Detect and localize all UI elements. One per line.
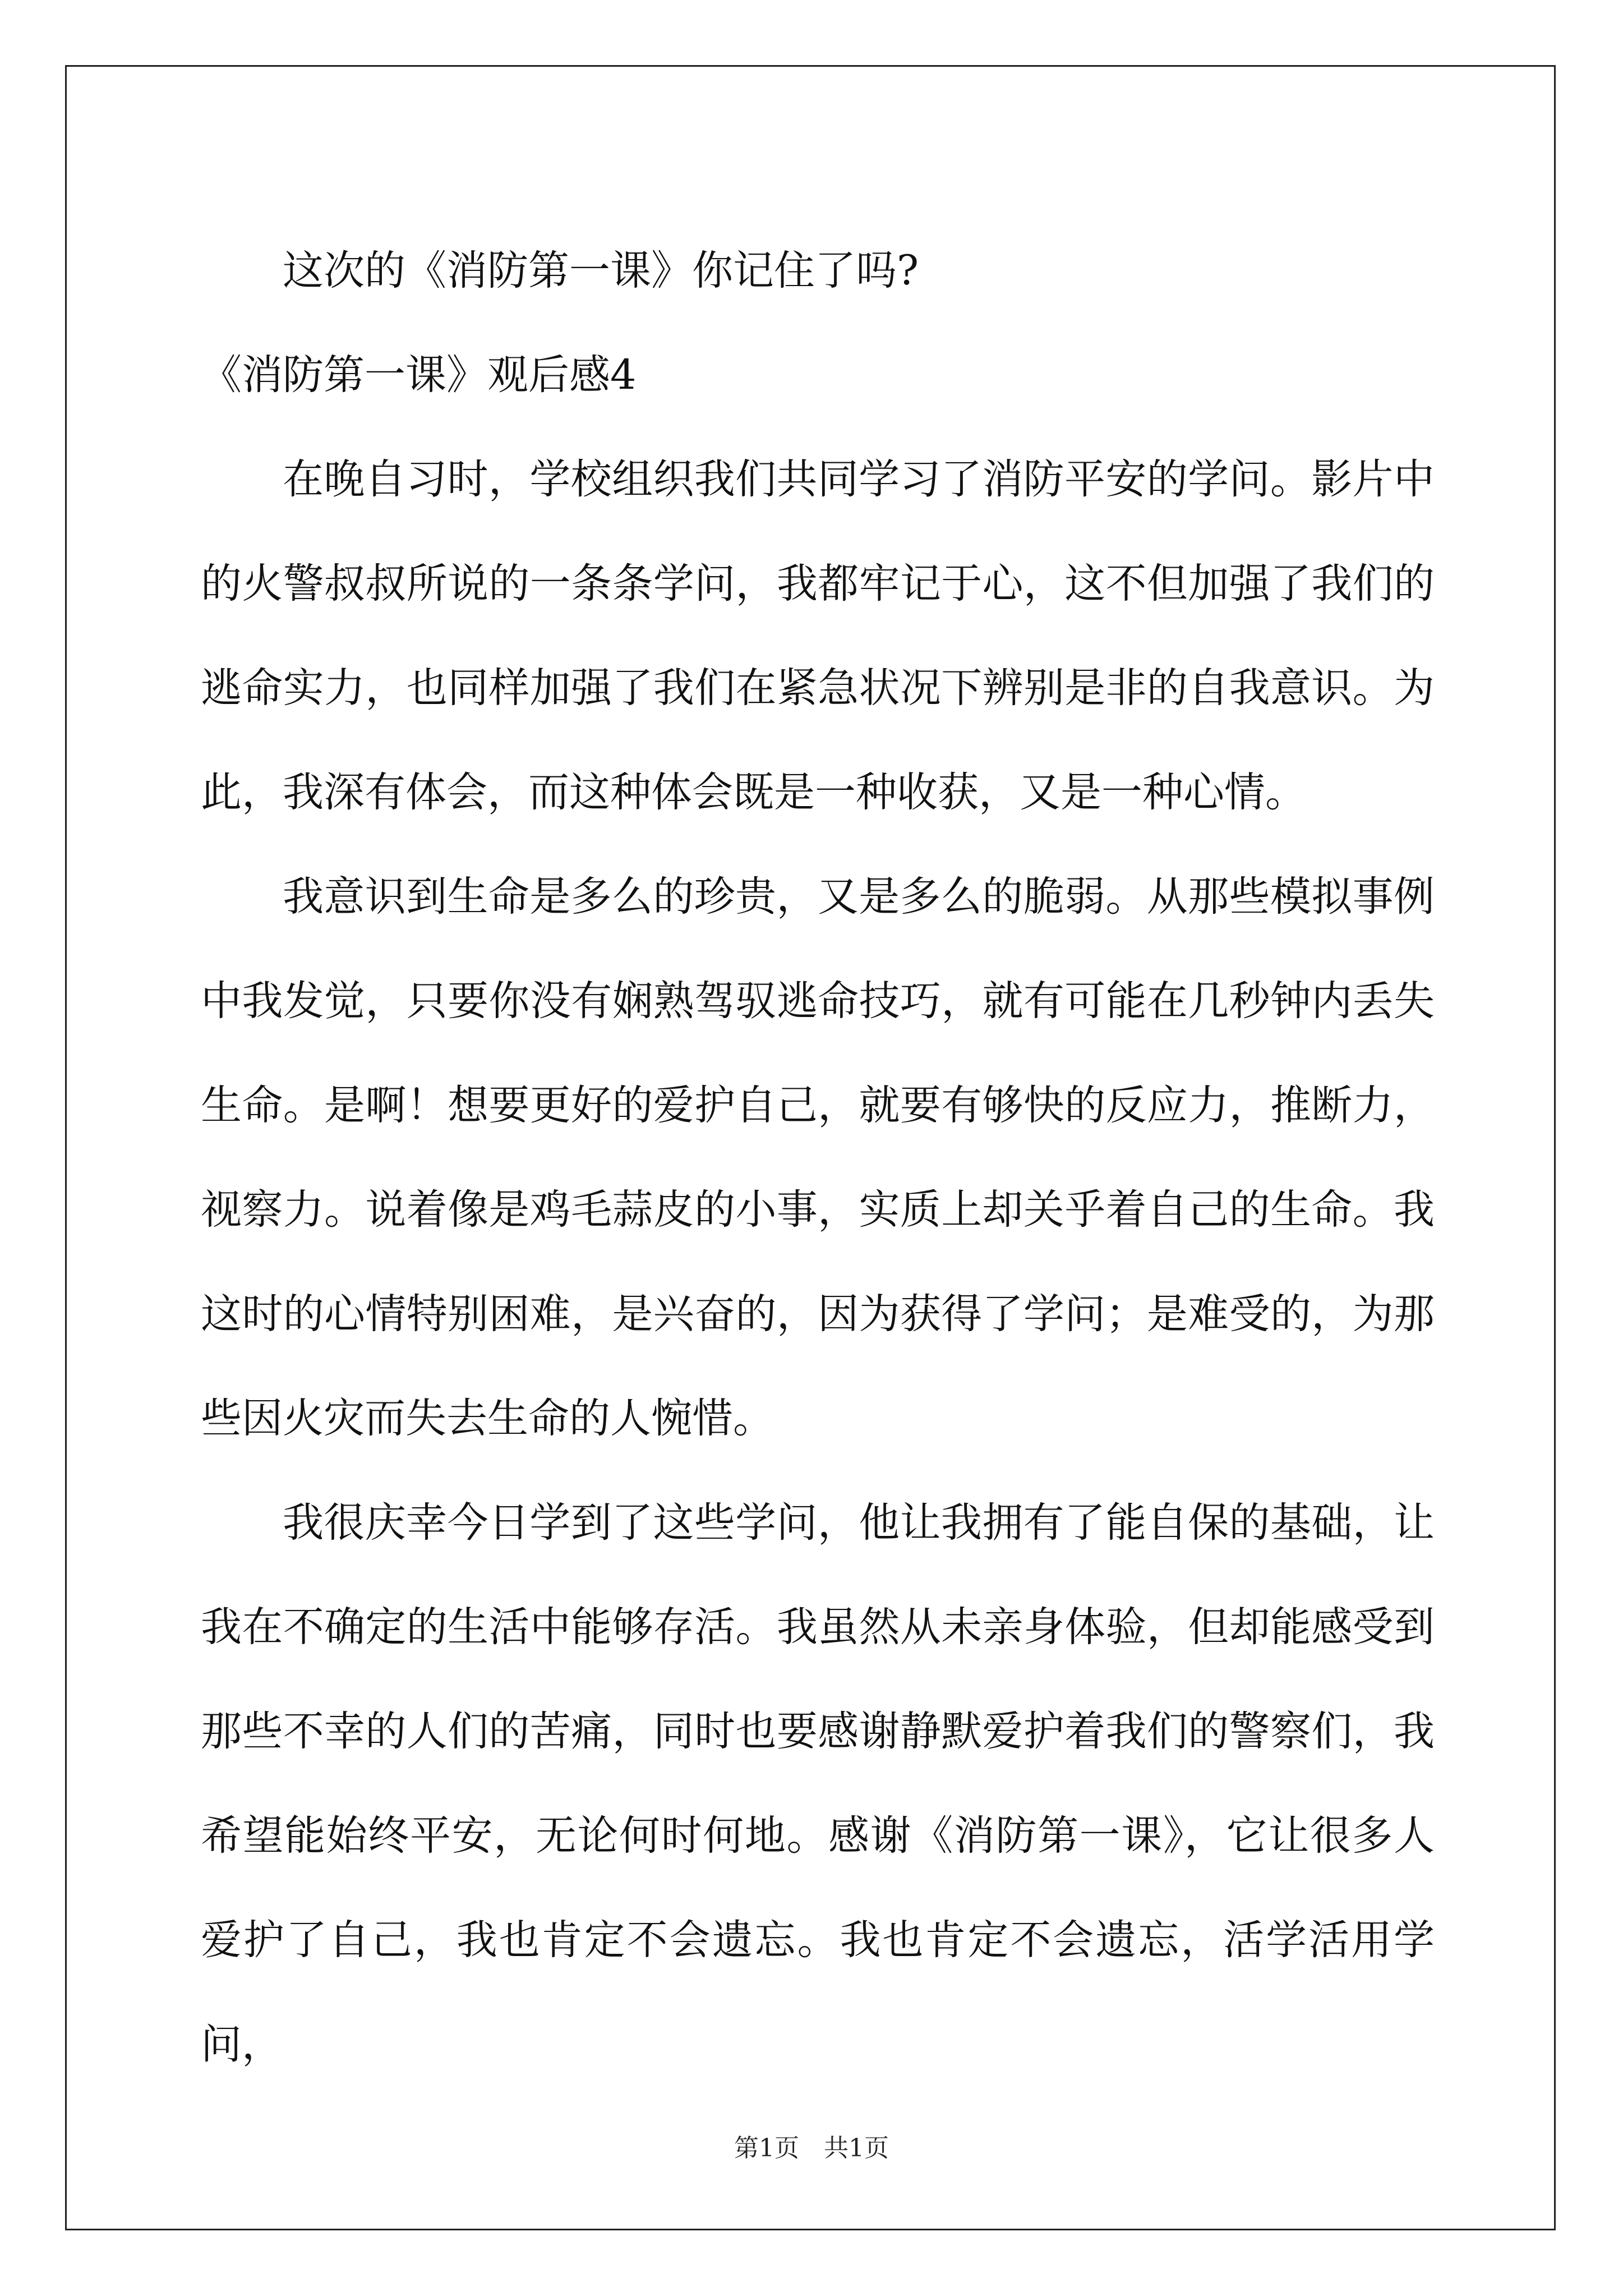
paragraph-3: 我很庆幸今日学到了这些学问，他让我拥有了能自保的基础，让我在不确定的生活中能够存活。我虽然从未亲身体验，但却能感受到那些不幸的人们的苦痛，同时也要感谢静默爱护着我们的警察们，我希望能始终平安，无论何时何地。感谢《消防第一课》，它让很多人爱护了自己，我也肯定不会遗忘。我也肯定不会遗忘，活学活用学问， (201, 1499, 1435, 2068)
paragraph-1: 在晚自习时，学校组织我们共同学习了消防平安的学问。影片中的火警叔叔所说的一条条学问，我都牢记于心，这不但加强了我们的逃命实力，也同样加强了我们在紧急状况下辨别是非的自我意识。为此，我深有体会，而这种体会既是一种收获，又是一种心情。 (201, 455, 1435, 816)
essay-heading: 《消防第一课》观后感4 (201, 351, 637, 399)
paragraph-2: 我意识到生命是多么的珍贵，又是多么的脆弱。从那些模拟事例中我发觉，只要你没有娴熟驾驭逃命技巧，就有可能在几秒钟内丢失生命。是啊！想要更好的爱护自己，就要有够快的反应力，推断力，视察力。说着像是鸡毛蒜皮的小事，实质上却关乎着自己的生命。我这时的心情特别困难，是兴奋的，因为获得了学问；是难受的，为那些因火灾而失去生命的人惋惜。 (201, 873, 1435, 1442)
intro-line: 这次的《消防第一课》你记住了吗? (283, 247, 919, 295)
document-body (201, 219, 1435, 2097)
page-footer: 第1页 共1页 (734, 2134, 889, 2162)
